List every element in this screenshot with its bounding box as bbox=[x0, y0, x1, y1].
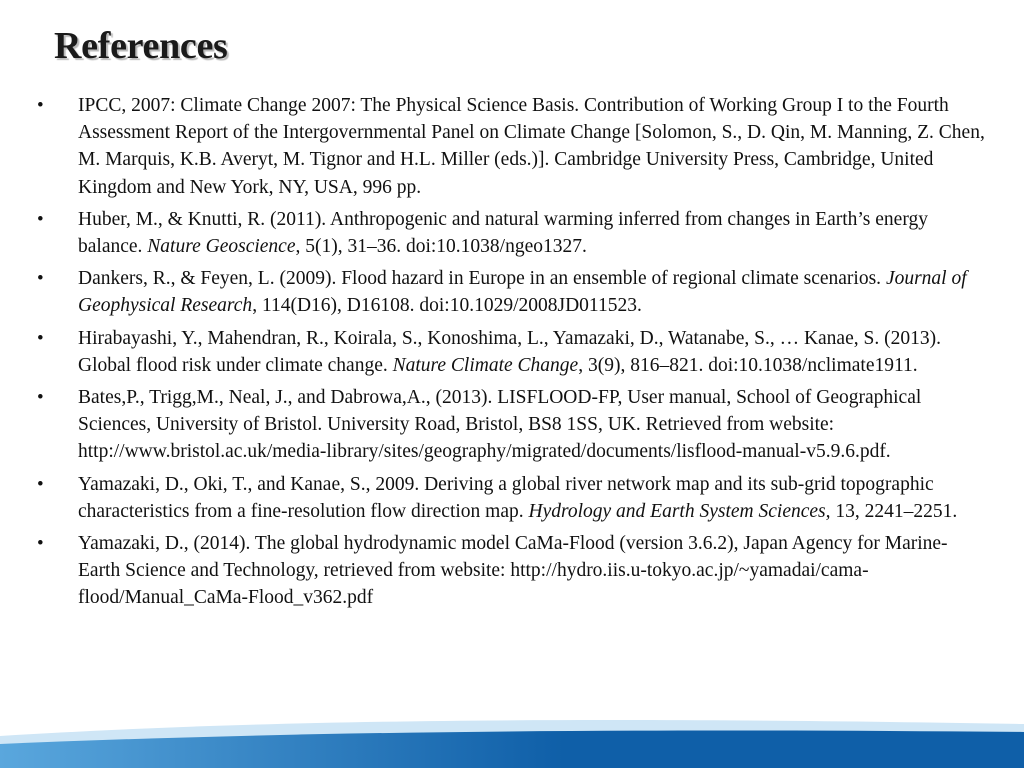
reference-main: Bates,P., Trigg,M., Neal, J., and Dabrowa,A., (2013). LISFLOOD-FP, User manual, School of Geographical Sciences, University of Bristol. University Road, Bristol, BS8 1SS, UK. Retrieved from website: http://www.bristol.ac.uk/media-library/sites/geography/migrated/documents/lisflood-manual-v5.9.6.pdf. bbox=[78, 387, 922, 463]
bullet-icon: • bbox=[37, 387, 44, 409]
list-item bbox=[34, 92, 986, 201]
reference-text bbox=[78, 474, 957, 522]
bullet-icon: • bbox=[37, 327, 44, 349]
reference-main: Dankers, R., & Feyen, L. (2009). Flood hazard in Europe in an ensemble of regional climate scenarios. bbox=[78, 268, 886, 290]
reference-text bbox=[78, 387, 921, 462]
bullet-icon: • bbox=[37, 268, 44, 290]
reference-main: Huber, M., & Knutti, R. (2011). Anthropogenic and natural warming inferred from changes in Earth’s energy balance. bbox=[78, 208, 928, 258]
reference-main: IPCC, 2007: Climate Change 2007: The Physical Science Basis. Contribution of Working Group I to the Fourth Assessment Report of the Intergovernmental Panel on Climate Change [Solomon, S., D. Qin, M. Manning, Z. Chen, M. Marquis, K.B. Averyt, M. Tignor and H.L. Miller (eds.)]. Cambridge University Press, Cambridge, United Kingdom and New York, NY, USA, 996 pp. bbox=[78, 95, 985, 198]
reference-main: Yamazaki, D., (2014). The global hydrodynamic model CaMa-Flood (version 3.6.2), Japan Agency for Marine-Earth Science and Technology, retrieved from website: http://hydro.iis.u-tokyo.ac.jp/~yamadai/cama-flood/Manual_CaMa-Flood_v362.pdf bbox=[78, 533, 948, 609]
reference-journal: Nature Geoscience bbox=[147, 236, 296, 258]
reference-details: , 5(1), 31–36. doi:10.1038/ngeo1327. bbox=[295, 236, 587, 258]
reference-details: , 3(9), 816–821. doi:10.1038/nclimate1911. bbox=[578, 354, 918, 376]
reference-journal: Journal of Geophysical Research bbox=[78, 268, 967, 317]
reference-text bbox=[78, 268, 967, 316]
list-item bbox=[34, 471, 986, 525]
reference-details: 13, 2241–2251. bbox=[830, 500, 958, 522]
reference-main: Yamazaki, D., Oki, T., and Kanae, S., 2009. Deriving a global river network map and its sub-grid topographic characteristics from a fine-resolution flow direction map. bbox=[78, 473, 934, 522]
reference-main: Hirabayashi, Y., Mahendran, R., Koirala, S., Konoshima, L., Yamazaki, D., Watanabe, S., … Kanae, S. (2013). Global flood risk under climate change. bbox=[78, 327, 941, 376]
reference-details: , 114(D16), D16108. doi:10.1029/2008JD011523. bbox=[252, 295, 642, 317]
reference-text bbox=[78, 328, 941, 376]
reference-journal: Nature Climate Change bbox=[392, 354, 579, 376]
reference-text bbox=[78, 209, 928, 257]
bullet-icon: • bbox=[37, 533, 44, 555]
bullet-icon: • bbox=[37, 473, 44, 495]
list-item bbox=[34, 325, 986, 379]
reference-journal: Hydrology and Earth System Sciences, bbox=[528, 500, 831, 522]
bullet-icon: • bbox=[37, 95, 44, 116]
reference-list bbox=[34, 92, 986, 617]
reference-text bbox=[78, 95, 985, 198]
list-item bbox=[34, 265, 986, 319]
list-item bbox=[34, 530, 986, 612]
list-item bbox=[34, 384, 986, 466]
reference-text bbox=[78, 533, 948, 608]
bullet-icon: • bbox=[37, 208, 44, 230]
footer-wave-decoration bbox=[0, 698, 1024, 768]
list-item bbox=[34, 206, 986, 260]
page-title: References bbox=[54, 25, 228, 67]
